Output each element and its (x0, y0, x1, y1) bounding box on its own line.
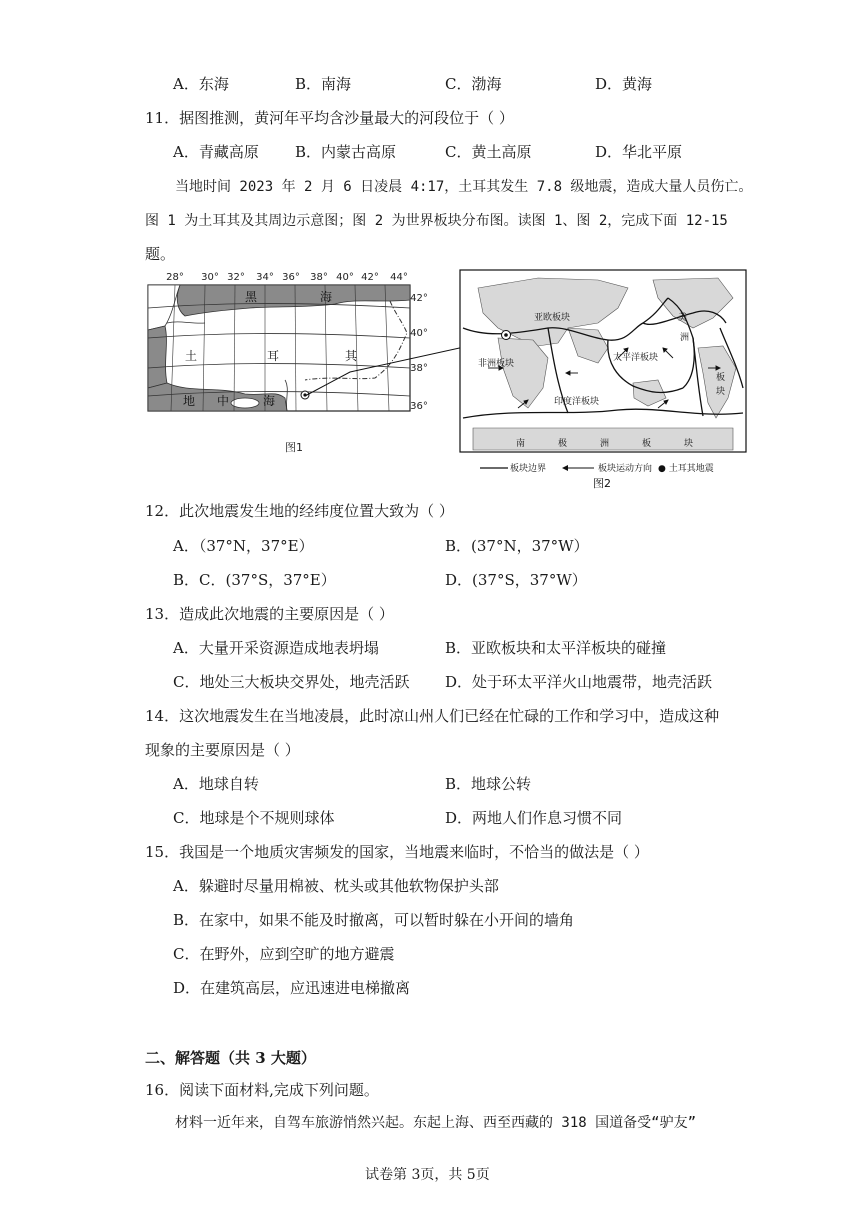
q15-option-a: A．躲避时尽量用棉被、枕头或其他软物保护头部 (173, 877, 499, 895)
q13-option-d: D．处于环太平洋火山地震带，地壳活跃 (445, 673, 713, 691)
legend-quake: ● 土耳其地震 (658, 464, 714, 474)
lon-label: 34° (256, 272, 274, 283)
q16-stem: 16．阅读下面材料,完成下列问题。 (145, 1081, 379, 1099)
map-label-black-sea: 黑 (245, 290, 258, 304)
q10-option-d: D．黄海 (595, 75, 653, 93)
q12-option-a: A．（37°N，37°E） (173, 537, 314, 555)
lon-label: 40° (336, 272, 354, 283)
intro-line-2: 图 1 为土耳其及其周边示意图；图 2 为世界板块分布图。读图 1、图 2，完成下面 12-15 (145, 213, 728, 229)
q11-option-b: B．内蒙古高原 (295, 143, 397, 161)
lat-label: 36° (410, 401, 428, 412)
lon-label: 44° (390, 272, 408, 283)
map-label-turkey: 耳 (267, 349, 280, 363)
map-label-mediterranean: 中 (217, 394, 230, 408)
q11-option-a: A．青藏高原 (173, 143, 259, 161)
map-label-black-sea: 海 (320, 290, 333, 304)
plate-label-antarctic: 板 (642, 439, 652, 449)
q11-option-d: D．华北平原 (595, 143, 683, 161)
lat-label: 40° (410, 328, 428, 339)
intro-line-3: 题。 (145, 245, 176, 263)
q15-option-b: B．在家中，如果不能及时撤离，可以暂时躲在小开间的墙角 (173, 911, 575, 929)
q10-option-a: A．东海 (173, 75, 229, 93)
figure-2-world-plates (458, 268, 748, 490)
plate-label-pacific: 太平洋板块 (613, 353, 659, 363)
plate-label-america: 洲 (680, 333, 690, 343)
q13-option-b: B．亚欧板块和太平洋板块的碰撞 (445, 639, 667, 657)
plate-label-eurasia: 亚欧板块 (534, 313, 571, 323)
page-footer: 试卷第 3页，共 5页 (365, 1167, 490, 1183)
q14-option-a: A．地球自转 (173, 775, 259, 793)
q14-option-d: D．两地人们作息习惯不同 (445, 809, 623, 827)
plate-label-indian: 印度洋板块 (554, 397, 600, 407)
plate-label-america: 美 (678, 313, 688, 323)
q15-stem: 15．我国是一个地质灾害频发的国家，当地震来临时，不恰当的做法是（ ） (145, 843, 649, 861)
plate-label-antarctic: 洲 (600, 439, 610, 449)
map-label-mediterranean: 海 (263, 394, 276, 408)
map-label-mediterranean: 地 (183, 394, 196, 408)
q14-stem-line-2: 现象的主要原因是（ ） (145, 741, 300, 759)
lat-label: 42° (410, 293, 428, 304)
plate-label-plate: 块 (716, 387, 726, 397)
lon-label: 30° (201, 272, 219, 283)
legend-movement: 板块运动方向 (598, 464, 653, 474)
plate-label-plate: 板 (716, 373, 726, 383)
q12-option-b: B．(37°N，37°W） (445, 537, 589, 555)
q10-option-b: B．南海 (295, 75, 352, 93)
q13-stem: 13．造成此次地震的主要原因是（ ） (145, 605, 394, 623)
q13-option-a: A．大量开采资源造成地表坍塌 (173, 639, 379, 657)
q12-option-c: B．C．(37°S，37°E） (173, 571, 336, 589)
lon-label: 38° (310, 272, 328, 283)
q13-option-c: C．地处三大板块交界处，地壳活跃 (173, 673, 410, 691)
lat-label: 38° (410, 363, 428, 374)
plate-label-antarctic: 块 (684, 439, 694, 449)
q14-stem-line-1: 14．这次地震发生在当地凌晨，此时凉山州人们已经在忙碌的工作和学习中，造成这种 (145, 707, 720, 725)
lon-label: 42° (361, 272, 379, 283)
q14-option-c: C．地球是个不规则球体 (173, 809, 335, 827)
q12-stem: 12．此次地震发生地的经纬度位置大致为（ ） (145, 502, 454, 520)
plate-label-africa: 非洲板块 (478, 359, 515, 369)
figure-1-caption: 图1 (285, 441, 303, 454)
intro-line-1: 当地时间 2023 年 2 月 6 日凌晨 4:17，土耳其发生 7.8 级地震，造成大量人员伤亡。 (175, 179, 753, 195)
q14-option-b: B．地球公转 (445, 775, 532, 793)
map-label-turkey: 土 (185, 349, 198, 363)
lon-label: 28° (166, 272, 184, 283)
q15-option-d: D．在建筑高层，应迅速进电梯撤离 (173, 979, 411, 997)
map-label-turkey: 其 (345, 349, 358, 363)
plate-label-antarctic: 南 (516, 439, 526, 449)
plate-label-antarctic: 极 (558, 439, 568, 449)
lon-label: 32° (227, 272, 245, 283)
q16-material-1: 材料一近年来，自驾车旅游悄然兴起。东起上海、西至西藏的 318 国道备受“驴友” (175, 1115, 696, 1131)
section-2-title: 二、解答题（共 3 大题） (145, 1049, 316, 1067)
q11-option-c: C．黄土高原 (445, 143, 532, 161)
figure-2-caption: 图2 (593, 477, 611, 490)
q11-stem: 11．据图推测，黄河年平均含沙量最大的河段位于（ ） (145, 109, 514, 127)
q12-option-d: D．(37°S，37°W） (445, 571, 587, 589)
q10-option-c: C．渤海 (445, 75, 502, 93)
q15-option-c: C．在野外，应到空旷的地方避震 (173, 945, 395, 963)
legend-boundary: 板块边界 (510, 464, 547, 474)
lon-label: 36° (282, 272, 300, 283)
